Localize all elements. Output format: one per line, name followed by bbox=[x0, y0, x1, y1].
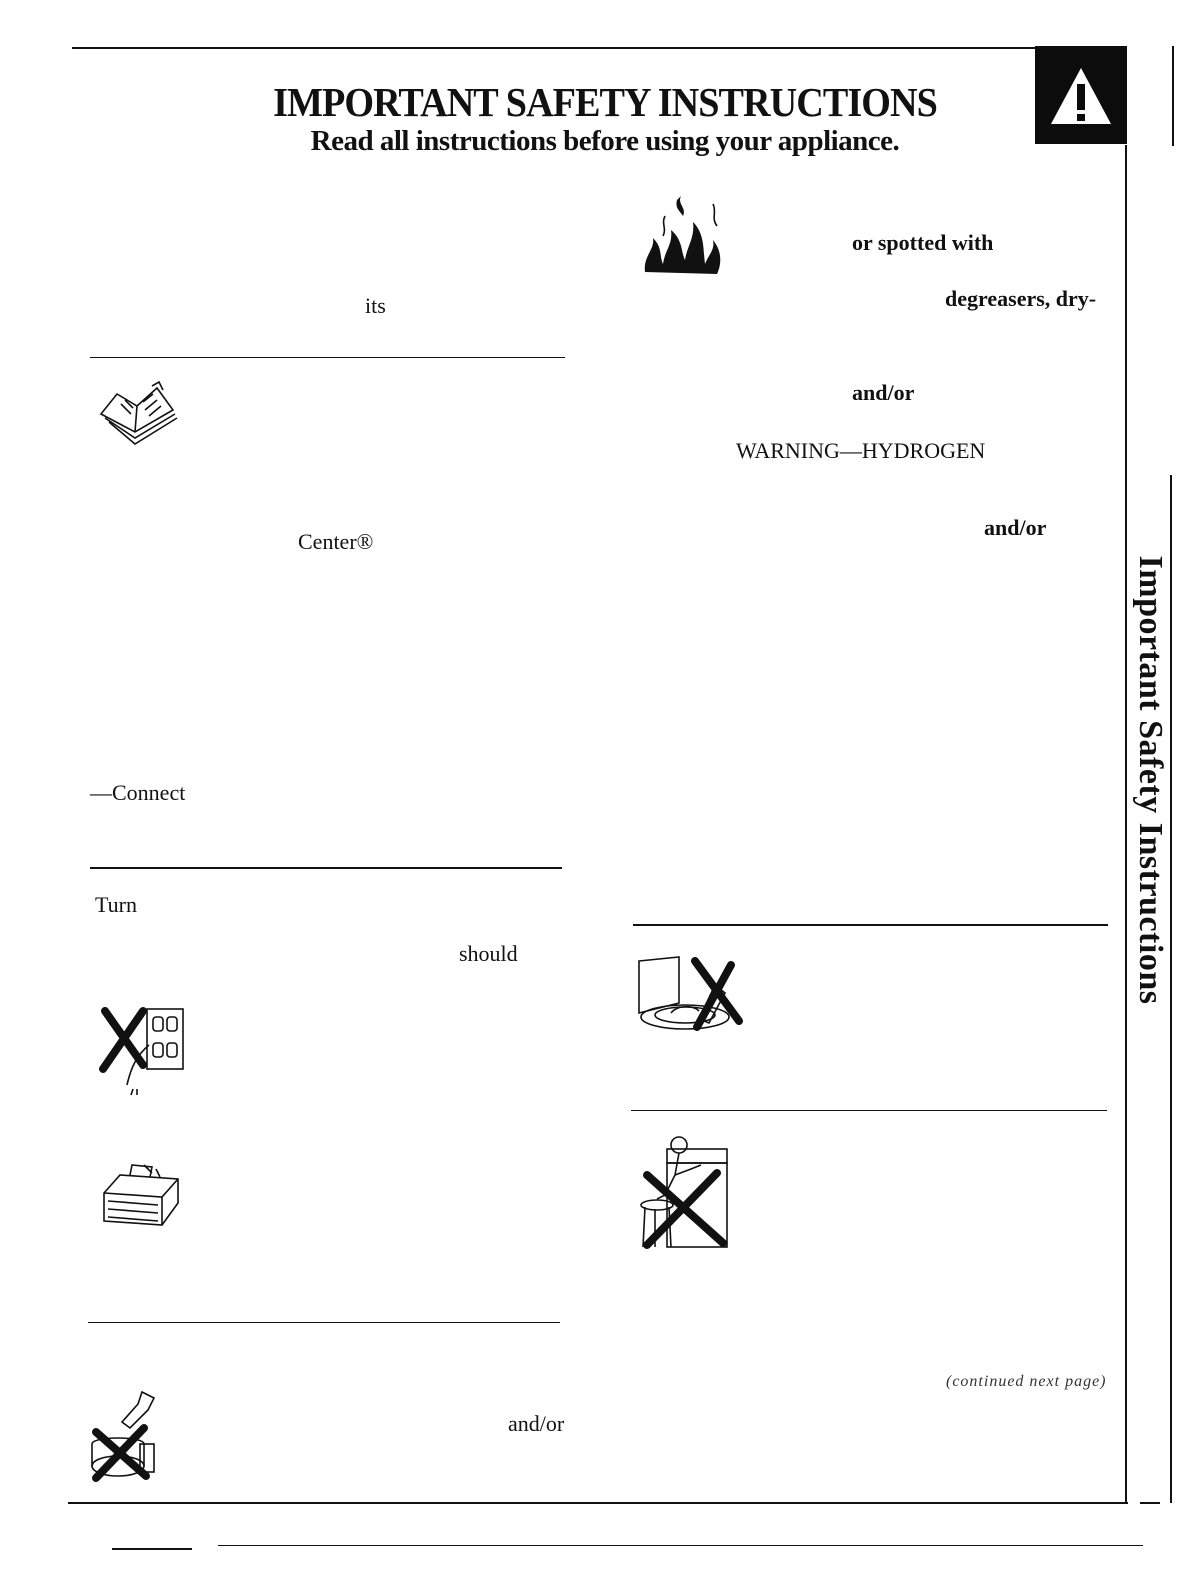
footer-long-rule bbox=[218, 1545, 1143, 1546]
fire-icon bbox=[641, 194, 727, 276]
right-divider-2 bbox=[631, 1110, 1107, 1111]
side-tab bbox=[1130, 540, 1170, 1020]
continued-next-page: (continued next page) bbox=[946, 1373, 1107, 1390]
side-tab-label: Important Safety Instructions bbox=[1132, 555, 1169, 1005]
left-divider-3 bbox=[88, 1322, 560, 1323]
bottom-right-tick bbox=[1140, 1502, 1160, 1504]
text-fragment-warning-hydrogen: WARNING—HYDROGEN bbox=[736, 438, 986, 463]
no-bleach-mixing-icon bbox=[82, 1388, 172, 1483]
text-fragment-and-or-right-1: and/or bbox=[852, 380, 915, 405]
side-tab-divider bbox=[1125, 145, 1127, 1503]
page-title: IMPORTANT SAFETY INSTRUCTIONS bbox=[273, 79, 937, 125]
left-divider-1 bbox=[90, 357, 565, 358]
no-reach-into-tub-icon bbox=[635, 955, 745, 1033]
side-tab-edge-line bbox=[1170, 475, 1172, 1503]
no-child-climbing-icon bbox=[637, 1135, 732, 1250]
manual-book-icon bbox=[97, 380, 179, 452]
top-right-edge-line bbox=[1172, 46, 1174, 146]
text-fragment-connect: —Connect bbox=[90, 780, 186, 805]
text-fragment-turn: Turn bbox=[95, 892, 137, 917]
text-fragment-degreasers-dry: degreasers, dry- bbox=[945, 286, 1097, 311]
text-fragment-and-or-right-2: and/or bbox=[984, 515, 1047, 540]
top-rule bbox=[72, 47, 1127, 49]
page-subtitle: Read all instructions before using your appliance. bbox=[310, 125, 900, 157]
bottom-rule bbox=[68, 1502, 1128, 1504]
left-divider-2 bbox=[90, 867, 562, 869]
right-divider-1 bbox=[633, 924, 1108, 926]
footer-short-rule bbox=[112, 1548, 192, 1550]
text-fragment-and-or-left: and/or bbox=[508, 1411, 565, 1436]
no-unplug-outlet-icon bbox=[97, 1005, 192, 1095]
text-fragment-should: should bbox=[459, 941, 518, 966]
text-fragment-its: its bbox=[365, 293, 386, 318]
text-fragment-center: Center® bbox=[298, 529, 374, 554]
toolbox-icon bbox=[100, 1163, 182, 1228]
warning-box bbox=[1035, 46, 1127, 144]
warning-triangle-icon bbox=[1035, 46, 1127, 144]
text-fragment-or-spotted-with: or spotted with bbox=[852, 230, 994, 255]
